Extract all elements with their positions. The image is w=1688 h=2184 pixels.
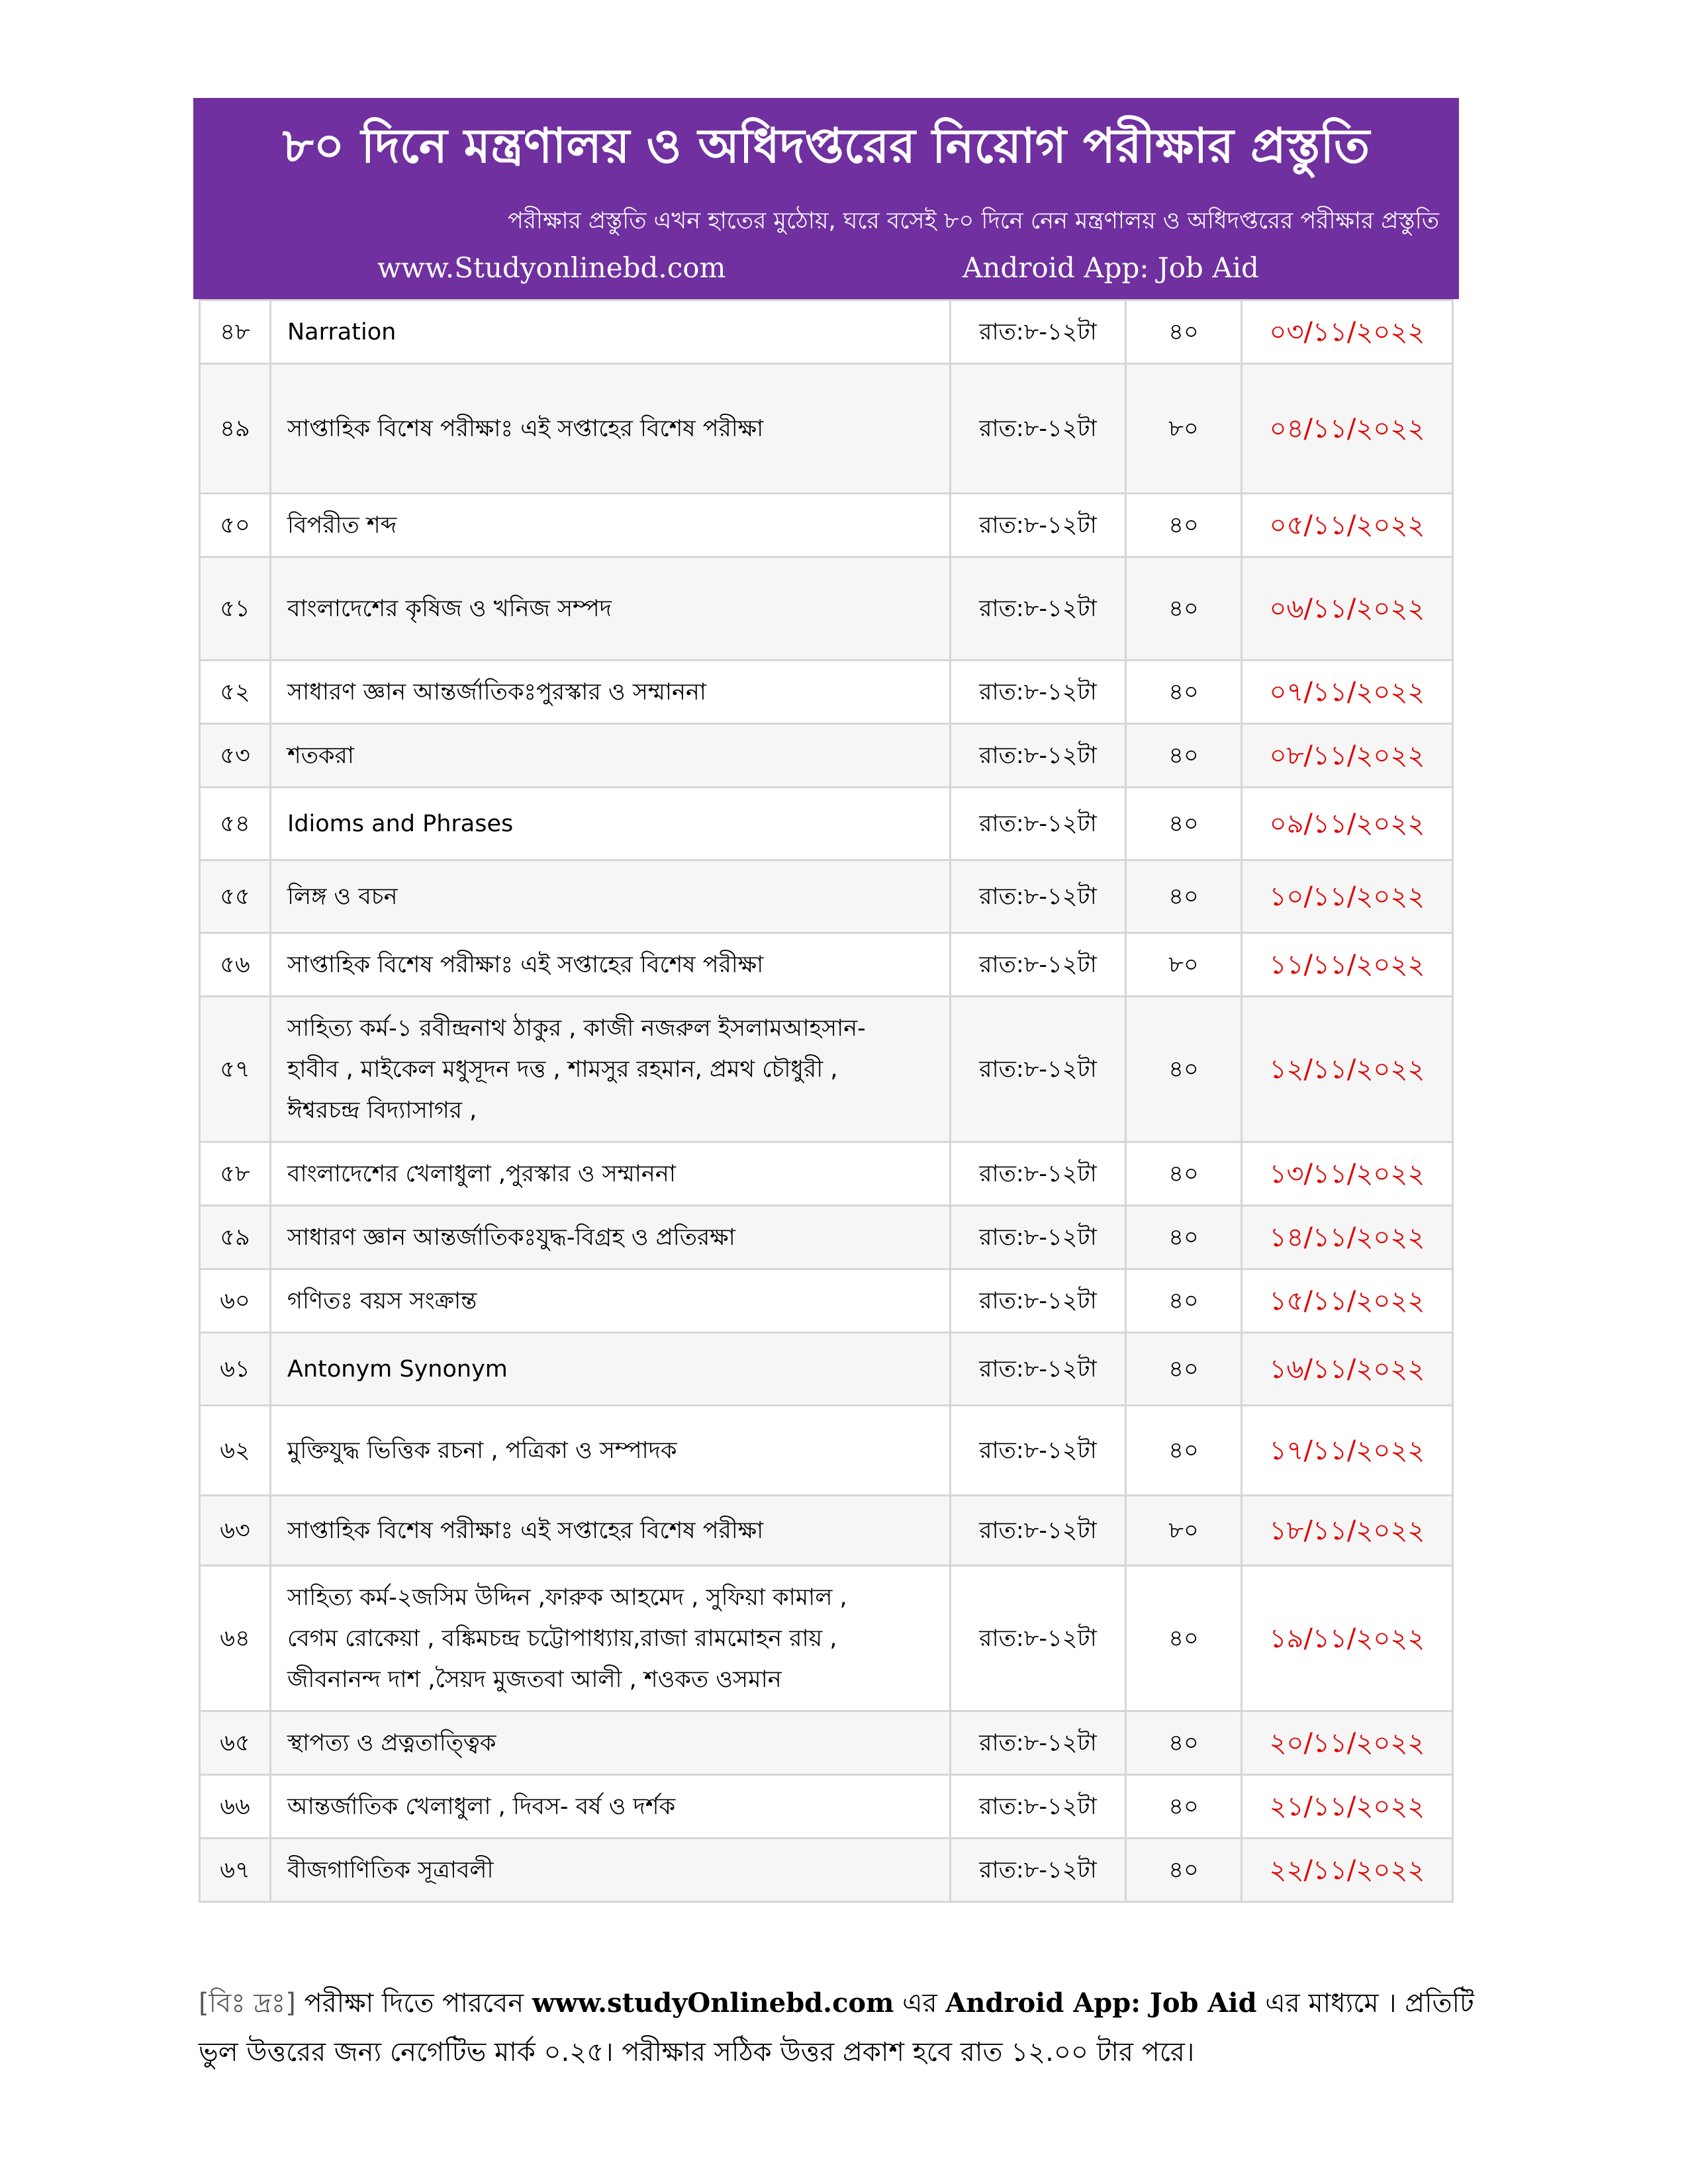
serial-cell: ৫২ xyxy=(200,660,271,724)
time-cell: রাত:৮-১২টা xyxy=(951,1206,1126,1269)
date-cell: ১৫/১১/২০২২ xyxy=(1242,1269,1453,1333)
date-cell: ০৬/১১/২০২২ xyxy=(1242,557,1453,660)
topic-line: Antonym Synonym xyxy=(287,1355,508,1383)
time-cell: রাত:৮-১২টা xyxy=(951,1775,1126,1839)
topic-cell xyxy=(271,860,951,933)
table-row xyxy=(200,788,1453,860)
date-cell: ১২/১১/২০২২ xyxy=(1242,997,1453,1142)
time-cell: রাত:৮-১২টা xyxy=(951,300,1126,364)
note-text-3: এর মাধ্যমে । প্রতিটি ভুল উত্তরের জন্য নেগেটিভ মার্ক ০.২৫। পরীক্ষার সঠিক উত্তর প্রকাশ হবে রাত ১২.০০ টার পরে। xyxy=(199,1988,1474,2068)
topic-cell xyxy=(271,724,951,788)
topic-cell xyxy=(271,933,951,997)
note-text-2: এর xyxy=(894,1988,946,2019)
marks-cell: ৪০ xyxy=(1126,1142,1242,1206)
marks-cell: ৮০ xyxy=(1126,933,1242,997)
table-row xyxy=(200,860,1453,933)
date-cell: ১৭/১১/২০২২ xyxy=(1242,1406,1453,1496)
marks-cell: ৪০ xyxy=(1126,1206,1242,1269)
table-row xyxy=(200,1839,1453,1902)
serial-cell: ৬২ xyxy=(200,1406,271,1496)
marks-cell: ৪০ xyxy=(1126,300,1242,364)
serial-cell: ৫৫ xyxy=(200,860,271,933)
table-row xyxy=(200,1711,1453,1775)
note-app: Android App: Job Aid xyxy=(945,1987,1257,2019)
topic-line: বাংলাদেশের খেলাধুলা ,পুরস্কার ও সম্মাননা xyxy=(287,1160,676,1187)
topic-line: সাপ্তাহিক বিশেষ পরীক্ষাঃ এই সপ্তাহের বিশেষ পরীক্ষা xyxy=(287,415,764,442)
topic-cell xyxy=(271,300,951,364)
topic-line: বিপরীত শব্দ xyxy=(287,512,397,539)
footer-note xyxy=(199,1979,1476,2077)
topic-line: সাপ্তাহিক বিশেষ পরীক্ষাঃ এই সপ্তাহের বিশেষ পরীক্ষা xyxy=(287,951,764,978)
table-row xyxy=(200,724,1453,788)
topic-cell xyxy=(271,1142,951,1206)
topic-line: Narration xyxy=(287,318,397,345)
serial-cell: ৬৭ xyxy=(200,1839,271,1902)
topic-line: সাধারণ জ্ঞান আন্তর্জাতিকঃযুদ্ধ-বিগ্রহ ও প্রতিরক্ষা xyxy=(287,1224,735,1251)
topic-cell xyxy=(271,788,951,860)
banner-app-name: Android App: Job Aid xyxy=(962,251,1259,284)
date-cell: ০৪/১১/২০২২ xyxy=(1242,364,1453,494)
marks-cell: ৪০ xyxy=(1126,1711,1242,1775)
time-cell: রাত:৮-১২টা xyxy=(951,860,1126,933)
date-cell: ১১/১১/২০২২ xyxy=(1242,933,1453,997)
serial-cell: ৫৩ xyxy=(200,724,271,788)
marks-cell: ৪০ xyxy=(1126,1406,1242,1496)
date-cell: ২১/১১/২০২২ xyxy=(1242,1775,1453,1839)
marks-cell: ৪০ xyxy=(1126,1839,1242,1902)
time-cell: রাত:৮-১২টা xyxy=(951,1142,1126,1206)
topic-cell xyxy=(271,1333,951,1406)
topic-cell xyxy=(271,364,951,494)
time-cell: রাত:৮-১২টা xyxy=(951,933,1126,997)
time-cell: রাত:৮-১২টা xyxy=(951,1496,1126,1566)
time-cell: রাত:৮-১২টা xyxy=(951,1333,1126,1406)
date-cell: ২২/১১/২০২২ xyxy=(1242,1839,1453,1902)
table-row xyxy=(200,1566,1453,1711)
table-row xyxy=(200,557,1453,660)
serial-cell: ৬৫ xyxy=(200,1711,271,1775)
topic-line: শতকরা xyxy=(287,742,354,769)
topic-cell xyxy=(271,1496,951,1566)
serial-cell: ৫১ xyxy=(200,557,271,660)
topic-line: সাধারণ জ্ঞান আন্তর্জাতিকঃপুরস্কার ও সম্মাননা xyxy=(287,678,706,705)
page-title: ৮০ দিনে মন্ত্রণালয় ও অধিদপ্তরের নিয়োগ পরীক্ষার প্রস্তুতি xyxy=(282,117,1370,173)
topic-cell xyxy=(271,997,951,1142)
time-cell: রাত:৮-১২টা xyxy=(951,557,1126,660)
time-cell: রাত:৮-১২টা xyxy=(951,1711,1126,1775)
marks-cell: ৪০ xyxy=(1126,1566,1242,1711)
banner-website: www.Studyonlinebd.com xyxy=(377,251,726,284)
topic-cell xyxy=(271,1269,951,1333)
table-row xyxy=(200,1775,1453,1839)
serial-cell: ৬৩ xyxy=(200,1496,271,1566)
date-cell: ১০/১১/২০২২ xyxy=(1242,860,1453,933)
marks-cell: ৪০ xyxy=(1126,724,1242,788)
date-cell: ১৯/১১/২০২২ xyxy=(1242,1566,1453,1711)
table-row xyxy=(200,1142,1453,1206)
time-cell: রাত:৮-১২টা xyxy=(951,364,1126,494)
topic-line: বীজগাণিতিক সূত্রাবলী xyxy=(287,1856,494,1884)
topic-line: স্থাপত্য ও প্রত্নতাত্ত্বিক xyxy=(287,1729,496,1756)
topic-line: জীবনানন্দ দাশ ,সৈয়দ মুজতবা আলী , শওকত ওসমান xyxy=(287,1666,782,1693)
date-cell: ০৩/১১/২০২২ xyxy=(1242,300,1453,364)
serial-cell: ৬৪ xyxy=(200,1566,271,1711)
serial-cell: ৪৮ xyxy=(200,300,271,364)
date-cell: ১৪/১১/২০২২ xyxy=(1242,1206,1453,1269)
date-cell: ১৮/১১/২০২২ xyxy=(1242,1496,1453,1566)
time-cell: রাত:৮-১২টা xyxy=(951,1839,1126,1902)
table-row xyxy=(200,1406,1453,1496)
serial-cell: ৬০ xyxy=(200,1269,271,1333)
marks-cell: ৪০ xyxy=(1126,1775,1242,1839)
topic-cell xyxy=(271,494,951,557)
topic-line: সাপ্তাহিক বিশেষ পরীক্ষাঃ এই সপ্তাহের বিশেষ পরীক্ষা xyxy=(287,1517,764,1544)
serial-cell: ৬৬ xyxy=(200,1775,271,1839)
topic-line: Idioms and Phrases xyxy=(287,810,514,837)
note-text-1: পরীক্ষা দিতে পারবেন xyxy=(295,1988,532,2019)
serial-cell: ৫৯ xyxy=(200,1206,271,1269)
topic-cell xyxy=(271,1839,951,1902)
topic-line: মুক্তিযুদ্ধ ভিত্তিক রচনা , পত্রিকা ও সম্পাদক xyxy=(287,1437,677,1464)
table-row xyxy=(200,300,1453,364)
marks-cell: ৪০ xyxy=(1126,1269,1242,1333)
topic-line: বেগম রোকেয়া , বঙ্কিমচন্দ্র চট্টোপাধ্যায়,রাজা রামমোহন রায় , xyxy=(287,1625,837,1652)
time-cell: রাত:৮-১২টা xyxy=(951,660,1126,724)
header-banner xyxy=(193,98,1459,299)
topic-line: আন্তর্জাতিক খেলাধুলা , দিবস- বর্ষ ও দর্শক xyxy=(287,1793,676,1820)
serial-cell: ৬১ xyxy=(200,1333,271,1406)
topic-cell xyxy=(271,1406,951,1496)
topic-cell xyxy=(271,1775,951,1839)
date-cell: ০৯/১১/২০২২ xyxy=(1242,788,1453,860)
time-cell: রাত:৮-১২টা xyxy=(951,1269,1126,1333)
serial-cell: ৫০ xyxy=(200,494,271,557)
topic-line: সাহিত্য কর্ম-২জসিম উদ্দিন ,ফারুক আহমেদ , সুফিয়া কামাল , xyxy=(287,1584,847,1611)
serial-cell: ৪৯ xyxy=(200,364,271,494)
marks-cell: ৪০ xyxy=(1126,788,1242,860)
topic-cell xyxy=(271,1206,951,1269)
table-row xyxy=(200,1333,1453,1406)
topic-line: বাংলাদেশের কৃষিজ ও খনিজ সম্পদ xyxy=(287,595,612,622)
serial-cell: ৫৭ xyxy=(200,997,271,1142)
serial-cell: ৫৬ xyxy=(200,933,271,997)
marks-cell: ৪০ xyxy=(1126,494,1242,557)
date-cell: ০৫/১১/২০২২ xyxy=(1242,494,1453,557)
topic-cell xyxy=(271,660,951,724)
table-row xyxy=(200,660,1453,724)
time-cell: রাত:৮-১২টা xyxy=(951,724,1126,788)
note-website: www.studyOnlinebd.com xyxy=(532,1987,894,2019)
serial-cell: ৫৮ xyxy=(200,1142,271,1206)
topic-cell xyxy=(271,1711,951,1775)
table-row xyxy=(200,364,1453,494)
table-row xyxy=(200,1206,1453,1269)
banner-subtitle: পরীক্ষার প্রস্তুতি এখন হাতের মুঠোয়, ঘরে বসেই ৮০ দিনে নেন মন্ত্রণালয় ও অধিদপ্তরের পরীক্ষার প্রস্তুতি xyxy=(508,208,1439,234)
topic-cell xyxy=(271,1566,951,1711)
topic-line: গণিতঃ বয়স সংক্রান্ত xyxy=(287,1287,477,1314)
table-row xyxy=(200,933,1453,997)
serial-cell: ৫৪ xyxy=(200,788,271,860)
topic-cell xyxy=(271,557,951,660)
topic-line: ঈশ্বরচন্দ্র বিদ্যাসাগর , xyxy=(287,1097,477,1124)
time-cell: রাত:৮-১২টা xyxy=(951,494,1126,557)
marks-cell: ৪০ xyxy=(1126,557,1242,660)
date-cell: ২০/১১/২০২২ xyxy=(1242,1711,1453,1775)
date-cell: ১৩/১১/২০২২ xyxy=(1242,1142,1453,1206)
time-cell: রাত:৮-১২টা xyxy=(951,1406,1126,1496)
table-row xyxy=(200,997,1453,1142)
time-cell: রাত:৮-১২টা xyxy=(951,788,1126,860)
topic-line: সাহিত্য কর্ম-১ রবীন্দ্রনাথ ঠাকুর , কাজী নজরুল ইসলামআহসান- xyxy=(287,1015,866,1042)
table-row xyxy=(200,1269,1453,1333)
time-cell: রাত:৮-১২টা xyxy=(951,997,1126,1142)
date-cell: ১৬/১১/২০২২ xyxy=(1242,1333,1453,1406)
marks-cell: ৮০ xyxy=(1126,364,1242,494)
table-row xyxy=(200,494,1453,557)
topic-line: লিঙ্গ ও বচন xyxy=(287,883,398,910)
marks-cell: ৪০ xyxy=(1126,860,1242,933)
date-cell: ০৭/১১/২০২২ xyxy=(1242,660,1453,724)
marks-cell: ৪০ xyxy=(1126,1333,1242,1406)
exam-schedule-table xyxy=(199,299,1454,1903)
note-prefix: [বিঃ দ্রঃ] xyxy=(199,1988,296,2019)
marks-cell: ৪০ xyxy=(1126,660,1242,724)
time-cell: রাত:৮-১২টা xyxy=(951,1566,1126,1711)
marks-cell: ৪০ xyxy=(1126,997,1242,1142)
table-row xyxy=(200,1496,1453,1566)
marks-cell: ৮০ xyxy=(1126,1496,1242,1566)
date-cell: ০৮/১১/২০২২ xyxy=(1242,724,1453,788)
topic-line: হাবীব , মাইকেল মধুসূদন দত্ত , শামসুর রহমান, প্রমথ চৌধুরী , xyxy=(287,1056,838,1083)
